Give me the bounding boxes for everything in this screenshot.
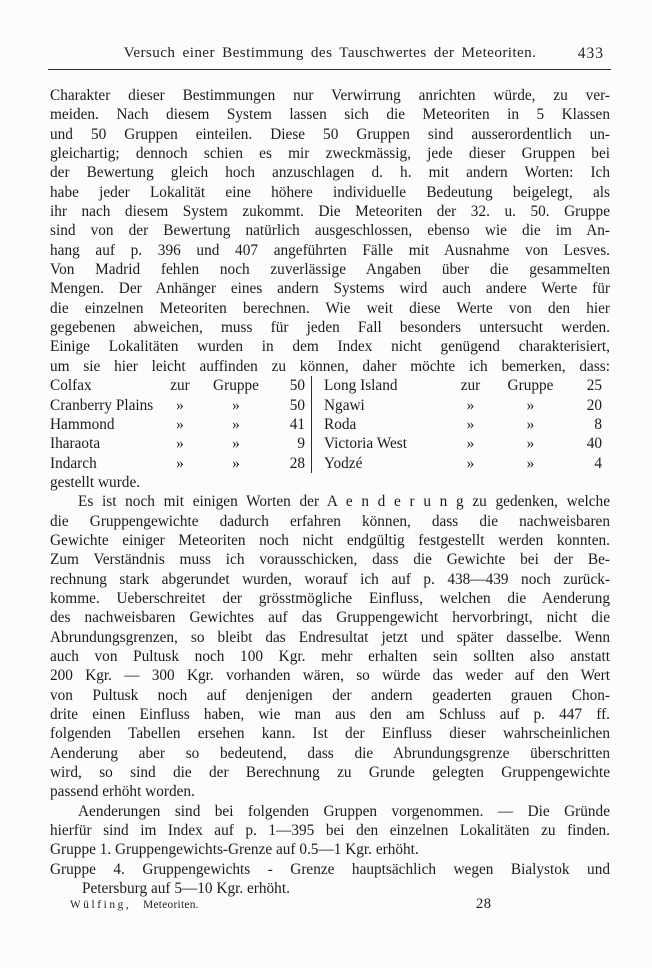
text-line: von Pultusk noch auf denjenigen der andern geaderten grauen Chon- bbox=[50, 686, 610, 704]
locality-prefix: » bbox=[176, 396, 184, 414]
text-line: gleichartig; dennoch schien es mir zweckmässig, jede dieser Gruppen bei bbox=[50, 145, 610, 163]
locality-group-word: » bbox=[526, 435, 535, 453]
locality-row bbox=[50, 396, 311, 415]
text-line: Mengen. Der Anhänger eines andern Systems wird auch andere Werte für bbox=[50, 280, 610, 298]
text-line: ihr nach diesem System zukommt. Die Meteoriten der 32. u. 50. Gruppe bbox=[50, 203, 610, 221]
text-line: Von Madrid fehlen noch zuverlässige Angaben über die gesammelten bbox=[50, 261, 610, 279]
locality-prefix: » bbox=[176, 415, 184, 433]
running-head bbox=[50, 44, 610, 62]
text-line: Abrundungsgrenzen, so bleibt das Endresultat jetzt und später dasselbe. Wenn bbox=[50, 628, 610, 646]
locality-table bbox=[50, 376, 610, 473]
locality-name: Cranberry Plains bbox=[50, 396, 154, 414]
locality-group-number: 50 bbox=[289, 396, 305, 414]
footer-sheet-number: 28 bbox=[476, 896, 492, 912]
text-line: sind von der Bewertung natürlich ausgeschlossen, ebenso wie die im An- bbox=[50, 222, 610, 240]
text-line: passend erhöht worden. bbox=[50, 783, 195, 801]
locality-group-word: » bbox=[526, 415, 535, 433]
locality-name: Roda bbox=[324, 415, 357, 433]
paragraph bbox=[50, 86, 610, 376]
locality-column-left bbox=[50, 376, 311, 473]
locality-prefix: » bbox=[176, 454, 184, 472]
text-line: Gruppe 4. Gruppengewichts - Grenze hauptsächlich wegen Bialystok und bbox=[50, 860, 610, 878]
locality-row bbox=[50, 415, 311, 434]
text-line: komme. Ueberschreitet der grösstmögliche Einfluss, welchen die Aenderung bbox=[50, 589, 610, 607]
locality-group-word: » bbox=[232, 435, 240, 453]
text-line: Charakter dieser Bestimmungen nur Verwirrung anrichten würde, zu ver- bbox=[50, 87, 610, 104]
locality-group-number: 40 bbox=[586, 435, 602, 453]
text-line: gestellt wurde. bbox=[50, 473, 141, 491]
locality-row bbox=[324, 454, 610, 473]
locality-group-number: 50 bbox=[289, 377, 305, 395]
locality-column-right bbox=[311, 376, 610, 473]
locality-name: Hammond bbox=[50, 415, 115, 433]
locality-name: Ngawi bbox=[324, 396, 365, 414]
locality-prefix: zur bbox=[460, 377, 481, 395]
text-line: des nachweisbaren Gewichtes auf das Gruppengewicht hervorbringt, nicht die bbox=[50, 609, 610, 627]
locality-row bbox=[50, 454, 311, 473]
locality-name: Colfax bbox=[50, 377, 92, 395]
text-line: Zum Verständnis muss ich vorausschicken, dass die Gewichte bei der Be- bbox=[50, 551, 610, 569]
text-line: drite einen Einfluss haben, wie man aus den am Schluss auf p. 447 ff. bbox=[50, 706, 610, 723]
locality-group-word: » bbox=[526, 396, 535, 414]
locality-row bbox=[324, 396, 610, 415]
locality-group-number: 25 bbox=[586, 377, 602, 395]
running-head-title: Versuch einer Bestimmung des Tauschwertes der Meteoriten. bbox=[123, 44, 537, 61]
footer-work-title: Meteoriten. bbox=[143, 899, 199, 911]
text-line: die einzelnen Meteoriten berechnen. Wie weit diese Werte von den hier bbox=[50, 299, 610, 317]
text-line: Petersburg auf 5—10 Kgr. erhöht. bbox=[82, 880, 290, 898]
text-line: die Gruppengewichte dadurch erfahren können, dass die nachweisbaren bbox=[50, 512, 610, 530]
locality-row bbox=[50, 376, 311, 395]
locality-prefix: » bbox=[176, 435, 184, 453]
paragraph bbox=[50, 860, 610, 899]
text-line: folgenden Tabellen ersehen kann. Ist der Einfluss dieser wahrscheinlichen bbox=[50, 725, 610, 743]
text-line: gegebenen abweichen, muss für jeden Fall besonders untersucht werden. bbox=[50, 319, 610, 337]
text-line: Einige Lokalitäten wurden in dem Index nicht genügend charakterisiert, bbox=[50, 338, 610, 356]
text-line: Gruppe 1. Gruppengewichts-Grenze auf 0.5—1 Kgr. erhöht. bbox=[50, 841, 419, 859]
text-line: hierfür sind im Index auf p. 1—395 bei den einzelnen Lokalitäten zu finden. bbox=[50, 822, 610, 840]
text-line: meiden. Nach diesem System lassen sich die Meteoriten in 5 Klassen bbox=[50, 106, 610, 124]
text-line: Aenderungen sind bei folgenden Gruppen vorgenommen. — Die Gründe bbox=[78, 802, 610, 820]
locality-prefix: zur bbox=[170, 377, 190, 395]
locality-prefix: » bbox=[466, 396, 475, 414]
paragraph bbox=[50, 802, 610, 841]
text-line: Es ist noch mit einigen Worten der A e n d e r u n g zu gedenken, welche bbox=[78, 493, 610, 511]
locality-group-word: Gruppe bbox=[213, 377, 259, 395]
locality-group-word: » bbox=[232, 396, 240, 414]
locality-group-word: » bbox=[232, 454, 240, 472]
text-line: Gewichte einiger Meteoriten noch nicht endgültig festgestellt werden konnten. bbox=[50, 531, 610, 549]
paragraph bbox=[50, 840, 610, 859]
locality-group-number: 4 bbox=[594, 454, 602, 472]
text-line: 200 Kgr. — 300 Kgr. vorhanden wären, so würde das weder auf den Wert bbox=[50, 667, 610, 685]
paragraph bbox=[50, 492, 610, 802]
locality-row bbox=[324, 376, 610, 395]
locality-prefix: » bbox=[466, 435, 475, 453]
locality-name: Yodzé bbox=[324, 454, 363, 472]
header-rule bbox=[48, 69, 611, 70]
page-number: 433 bbox=[577, 45, 604, 62]
locality-group-number: 9 bbox=[297, 435, 305, 453]
text-line: Aenderung aber so bedeutend, dass die Abrundungsgrenze überschritten bbox=[50, 744, 610, 762]
locality-group-number: 8 bbox=[594, 415, 602, 433]
page-body bbox=[50, 86, 610, 898]
text-line: wird, so sind die der Berechnung zu Grunde gelegten Gruppengewichte bbox=[50, 764, 610, 782]
locality-name: Indarch bbox=[50, 454, 97, 472]
text-line: um sie hier leicht auffinden zu können, daher möchte ich bemerken, dass: bbox=[50, 357, 610, 375]
text-line: hang auf p. 396 und 407 angeführten Fälle mit Ausnahme von Lesves. bbox=[50, 241, 610, 259]
locality-group-word: » bbox=[526, 454, 535, 472]
text-line: auch von Pultusk noch 100 Kgr. mehr erhalten sein sollten also anstatt bbox=[50, 647, 610, 665]
locality-name: Victoria West bbox=[324, 435, 407, 453]
text-line: habe jeder Lokalität eine höhere individuelle Bedeutung beigelegt, als bbox=[50, 183, 610, 201]
locality-prefix: » bbox=[466, 415, 475, 433]
text-line: und 50 Gruppen einteilen. Diese 50 Gruppen sind ausserordentlich un- bbox=[50, 125, 610, 143]
locality-name: Iharaota bbox=[50, 435, 101, 453]
text-line: rechnung stark abgerundet wurden, worauf ich auf p. 438—439 noch zurück- bbox=[50, 570, 610, 588]
footer-author: Wülfing, bbox=[70, 899, 132, 911]
text-line: der Bewertung gleich hoch anzuschlagen d. h. mit andern Worten: Ich bbox=[50, 164, 610, 182]
locality-group-number: 28 bbox=[289, 454, 305, 472]
locality-name: Long Island bbox=[324, 377, 398, 395]
locality-row bbox=[50, 434, 311, 453]
locality-group-word: » bbox=[232, 415, 240, 433]
locality-row bbox=[324, 434, 610, 453]
locality-group-number: 20 bbox=[586, 396, 602, 414]
locality-row bbox=[324, 415, 610, 434]
footer-signature bbox=[70, 899, 199, 911]
paragraph bbox=[50, 473, 610, 492]
locality-group-number: 41 bbox=[289, 415, 305, 433]
locality-group-word: Gruppe bbox=[507, 377, 554, 395]
locality-prefix: » bbox=[466, 454, 475, 472]
